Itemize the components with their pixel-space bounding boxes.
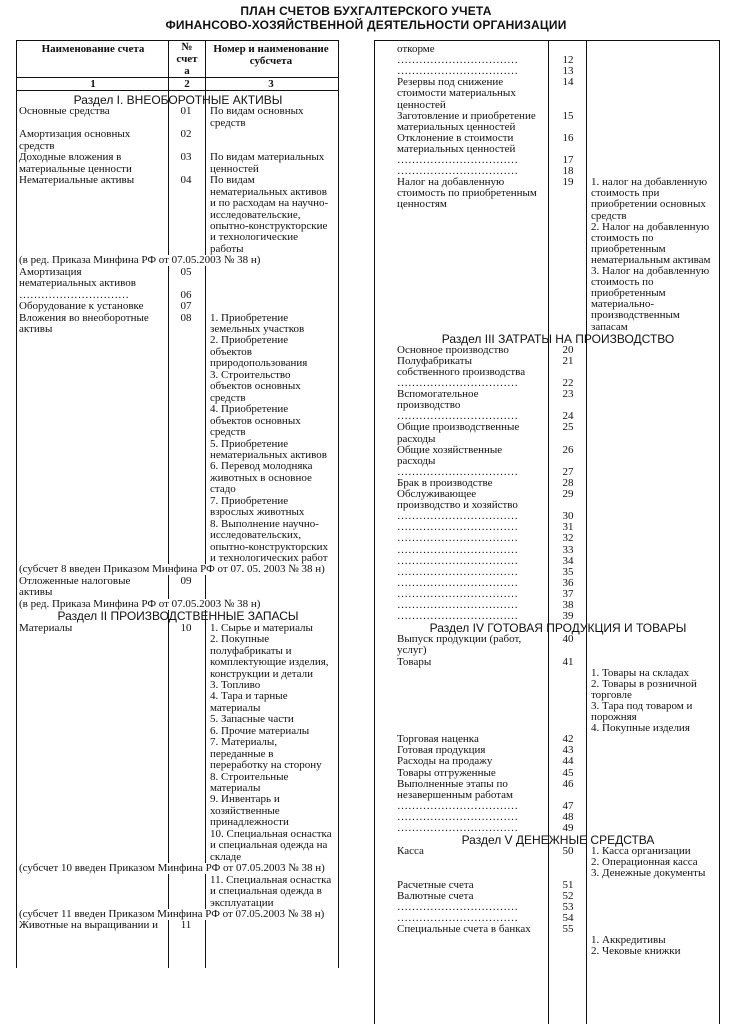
account-number: 05 (180, 265, 192, 278)
amendment-note: (субсчет 8 введен Приказом Минфина РФ от 07. 05. 2003 № 38 н) (19, 563, 325, 576)
account-name: Оборудование к установке (19, 300, 144, 313)
account-name: материальных ценностей (397, 120, 516, 133)
subaccount-line: объектов (210, 345, 252, 358)
account-number: 30 (562, 510, 574, 523)
subaccount-line: 1. Касса организации (591, 845, 691, 858)
account-name: откорме (397, 43, 435, 55)
header-colnum-2: 2 (184, 78, 190, 90)
subaccount-line: и специальная одежда на (210, 839, 328, 852)
account-number: 29 (562, 488, 574, 500)
account-name: …………………………… (397, 900, 518, 913)
subaccount-line: опытно-конструкторские (210, 219, 328, 232)
section-heading: Раздел IV ГОТОВАЯ ПРОДУКЦИЯ И ТОВАРЫ (429, 621, 687, 636)
account-name: …………………………… (397, 543, 518, 556)
subaccount-line: комплектующие изделия, (210, 656, 329, 669)
account-number: 24 (562, 410, 574, 423)
account-number: 44 (562, 755, 574, 768)
account-number: 32 (562, 532, 574, 545)
subaccount-line: 5. Приобретение (210, 437, 289, 450)
section-heading: Раздел III ЗАТРАТЫ НА ПРОИЗВОДСТВО (441, 331, 675, 346)
subaccount-line: 3. Налог на добавленную (591, 265, 710, 277)
account-name: ………………………… (19, 288, 129, 301)
account-number: 22 (562, 377, 574, 389)
account-number: 40 (562, 633, 574, 646)
account-name: Вспомогательное (397, 388, 479, 401)
account-name: …………………………… (397, 510, 518, 523)
subaccount-line: принадлежности (210, 816, 289, 829)
subaccount-line: и технологические (210, 231, 298, 244)
subaccount-line: 2. Приобретение (210, 334, 289, 347)
account-name: …………………………… (397, 911, 518, 924)
account-name: …………………………… (397, 54, 518, 67)
account-name: …………………………… (397, 810, 518, 823)
subaccount-line: 2. Чековые книжки (591, 945, 681, 958)
subaccount-line: 8. Выполнение научно- (210, 517, 319, 530)
account-name: Отклонение в стоимости (397, 131, 514, 144)
account-name: …………………………… (397, 799, 518, 812)
account-name: Материалы (19, 621, 73, 634)
account-name: собственного производства (397, 365, 526, 378)
account-name: Нематериальные активы (19, 174, 135, 187)
subaccount-line: животных в основное (210, 471, 312, 484)
subaccount-line: 8. Строительные (210, 770, 289, 783)
account-number: 50 (562, 845, 574, 858)
account-number: 21 (562, 354, 574, 367)
subaccount-line: производственным (591, 309, 680, 322)
account-name: …………………………… (397, 576, 518, 589)
header-col-name: Наименование счета (41, 43, 145, 55)
account-name: стоимость по приобретенным (397, 187, 537, 200)
subaccount-line: приобретении основных (591, 198, 706, 211)
subaccount-line: нематериальных активов (210, 448, 327, 461)
account-name: Основные средства (19, 105, 110, 118)
account-name: нематериальных активов (19, 277, 136, 290)
account-name: Расходы на продажу (397, 755, 493, 768)
account-name: материальные ценности (19, 162, 132, 175)
account-name: Вложения во внеоборотные (19, 311, 149, 324)
account-name: незавершенным работам (397, 788, 513, 801)
subaccount-line: полуфабрикаты и (210, 644, 292, 657)
subaccount-line: средств (210, 116, 246, 129)
account-name: Общие производственные (397, 421, 520, 434)
subaccount-line: переданные в (210, 747, 274, 760)
header-colnum-3: 3 (268, 78, 274, 90)
account-name: …………………………… (397, 565, 518, 578)
account-number: 14 (562, 76, 574, 89)
subaccount-line: хозяйственные (210, 804, 280, 817)
subaccount-line: стоимость по (591, 231, 654, 244)
subaccount-line: объектов основных (210, 380, 301, 393)
account-number: 38 (562, 599, 574, 611)
subaccount-line: 1. Аккредитивы (591, 934, 666, 946)
account-name: Налог на добавленную (397, 176, 505, 189)
account-number: 03 (180, 151, 192, 164)
account-number: 48 (562, 810, 574, 823)
account-name: Брак в производстве (397, 476, 493, 489)
amendment-note: (в ред. Приказа Минфина РФ от 07.05.2003 № 38 н) (19, 254, 261, 267)
left-table-colnum-rule (16, 90, 338, 91)
account-name: ценностей (397, 98, 446, 111)
account-number: 15 (562, 109, 574, 122)
account-number: 51 (562, 878, 574, 891)
right-table-top-border (374, 40, 719, 41)
subaccount-line: и по расходам на научно- (210, 197, 329, 210)
account-name: …………………………… (397, 610, 518, 623)
account-number: 28 (562, 476, 574, 489)
subaccount-line: и специальная одежда в (210, 885, 322, 898)
subaccount-line: 4. Приобретение (210, 403, 289, 416)
subaccount-line: материалы (210, 701, 261, 714)
subaccount-line: взрослых животных (210, 506, 305, 519)
subaccount-line: порожняя (591, 711, 637, 723)
account-name: активы (19, 323, 53, 335)
left-table-border-left (16, 40, 17, 968)
subaccount-line: материалы (210, 782, 261, 794)
account-number: 04 (180, 174, 192, 187)
account-name: материальных ценностей (397, 142, 516, 155)
header-col-subaccount-2: субсчета (249, 55, 293, 67)
subaccount-line: 1. Приобретение (210, 311, 289, 324)
account-name: Общие хозяйственные (397, 443, 503, 456)
account-number: 33 (562, 543, 574, 556)
subaccount-line: природопользования (210, 357, 308, 370)
account-number: 25 (562, 421, 574, 434)
account-name: услуг) (397, 644, 427, 657)
account-name: Выпуск продукции (работ, (397, 633, 522, 646)
right-table-col-divider-2 (586, 40, 587, 1024)
account-name: расходы (397, 432, 436, 445)
header-col-number-3: а (184, 65, 190, 77)
account-number: 55 (562, 922, 574, 935)
subaccount-line: нематериальным активам (591, 253, 711, 266)
account-number: 07 (180, 300, 192, 313)
account-number: 52 (562, 889, 574, 902)
account-number: 27 (562, 465, 574, 478)
subaccount-line: 4. Покупные изделия (591, 722, 690, 735)
subaccount-line: земельных участков (210, 323, 305, 335)
account-number: 17 (562, 154, 574, 166)
subaccount-line: 4. Тара и тарные (210, 690, 288, 703)
right-table-col-divider-1 (548, 40, 549, 1024)
subaccount-line: стоимость по (591, 276, 654, 289)
subaccount-line: 1. Товары на складах (591, 666, 690, 679)
amendment-note: (субсчет 10 введен Приказом Минфина РФ от 07.05.2003 № 38 н) (19, 862, 325, 875)
account-number: 06 (180, 288, 192, 301)
section-heading: Раздел I. ВНЕОБОРОТНЫЕ АКТИВЫ (73, 93, 283, 107)
subaccount-line: стадо (210, 483, 236, 496)
account-number: 42 (562, 733, 574, 746)
subaccount-line: приобретенным (591, 287, 666, 300)
subaccount-line: 2. Операционная касса (591, 856, 698, 869)
page-title-line1: ПЛАН СЧЕТОВ БУХГАЛТЕРСКОГО УЧЕТА (240, 4, 492, 18)
subaccount-line: работы (210, 242, 244, 255)
account-name: Валютные счета (397, 889, 474, 902)
subaccount-line: исследовательские, (210, 208, 301, 221)
account-number: 49 (562, 822, 574, 834)
subaccount-line: 9. Инвентарь и (210, 793, 280, 806)
subaccount-line: материально- (591, 298, 655, 311)
subaccount-line: складе (210, 850, 242, 863)
subaccount-line: По видам (210, 174, 255, 187)
account-number: 53 (562, 900, 574, 913)
subaccount-line: 3. Топливо (210, 678, 261, 691)
header-col-number-1: № (181, 41, 193, 53)
account-name: Расчетные счета (397, 878, 474, 891)
account-number: 36 (562, 576, 574, 589)
account-number: 31 (562, 521, 574, 534)
account-name: Заготовление и приобретение (397, 109, 536, 122)
account-number: 35 (562, 565, 574, 578)
account-name: Торговая наценка (397, 733, 479, 746)
subaccount-line: исследовательских, (210, 529, 302, 542)
left-table-border-right (338, 40, 339, 968)
amendment-note: (в ред. Приказа Минфина РФ от 07.05.2003 № 38 н) (19, 597, 261, 610)
account-number: 13 (562, 65, 574, 78)
account-name: Полуфабрикаты (397, 354, 472, 367)
account-name: стоимости материальных (397, 87, 516, 100)
section-heading: Раздел II ПРОИЗВОДСТВЕННЫЕ ЗАПАСЫ (57, 609, 299, 624)
right-table-border-right (719, 40, 720, 1024)
account-name: Специальные счета в банках (397, 922, 531, 935)
subaccount-line: 6. Прочие материалы (210, 724, 310, 737)
left-table-col-divider-1 (168, 40, 169, 968)
account-name: …………………………… (397, 410, 518, 423)
account-name: Животные на выращивании и (19, 919, 159, 932)
subaccount-line: объектов основных (210, 414, 301, 427)
subaccount-line: стоимость при (591, 187, 660, 200)
left-table-top-border (16, 40, 338, 41)
subaccount-line: средств (591, 209, 627, 222)
header-col-subaccount-1: Номер и наименование (213, 43, 329, 55)
account-name: Амортизация (19, 265, 82, 278)
account-name: Товары (397, 655, 432, 668)
account-name: Отложенные налоговые (19, 574, 131, 587)
subaccount-line: 1. налог на добавленную (591, 176, 708, 189)
subaccount-line: 3. Тара под товаром и (591, 699, 693, 712)
subaccount-line: нематериальных активов (210, 185, 327, 198)
header-colnum-1: 1 (90, 78, 96, 90)
page-title-line2: ФИНАНСОВО-ХОЗЯЙСТВЕННОЙ ДЕЯТЕЛЬНОСТИ ОРГАНИЗАЦИИ (165, 18, 567, 32)
account-name: …………………………… (397, 532, 518, 545)
subaccount-line: конструкции и детали (210, 667, 314, 680)
account-name: Готовая продукция (397, 744, 486, 757)
subaccount-line: переработку на сторону (210, 759, 322, 772)
account-number: 18 (562, 165, 574, 178)
account-name: Резервы под снижение (397, 76, 504, 89)
account-name: Обслуживающее (397, 488, 477, 500)
subaccount-line: По видам основных (210, 105, 304, 118)
account-number: 02 (180, 128, 192, 141)
subaccount-line: торговле (591, 688, 632, 701)
account-number: 46 (562, 777, 574, 790)
account-number: 54 (562, 911, 574, 924)
section-heading: Раздел V ДЕНЕЖНЫЕ СРЕДСТВА (461, 833, 655, 848)
account-number: 34 (562, 554, 574, 567)
account-name: активы (19, 586, 53, 599)
account-number: 23 (562, 388, 574, 401)
account-name: …………………………… (397, 822, 518, 834)
account-number: 01 (180, 105, 192, 118)
subaccount-line: 7. Приобретение (210, 494, 289, 507)
account-name: …………………………… (397, 377, 518, 389)
subaccount-line: 11. Специальная оснастка (210, 873, 332, 886)
account-number: 37 (562, 587, 574, 600)
account-name: …………………………… (397, 587, 518, 600)
account-name: …………………………… (397, 154, 518, 166)
subaccount-line: 5. Запасные части (210, 713, 294, 726)
account-number: 08 (180, 311, 192, 324)
subaccount-line: По видам материальных (210, 151, 325, 164)
account-number: 19 (562, 176, 574, 189)
account-number: 41 (562, 655, 574, 668)
account-name: производство и хозяйство (397, 499, 518, 512)
account-name: …………………………… (397, 554, 518, 567)
account-name: Основное производство (397, 343, 509, 356)
left-table-col-divider-2 (205, 40, 206, 968)
account-number: 45 (562, 766, 574, 779)
subaccount-line: средств (210, 391, 246, 404)
account-number: 43 (562, 744, 574, 757)
account-number: 26 (562, 443, 574, 456)
subaccount-line: 7. Материалы, (210, 736, 278, 749)
account-name: средств (19, 139, 55, 152)
subaccount-line: и технологических работ (210, 552, 328, 564)
account-name: Выполненные этапы по (397, 777, 508, 790)
subaccount-line: ценностей (210, 162, 259, 175)
subaccount-line: 2. Покупные (210, 633, 270, 646)
account-number: 10 (180, 621, 192, 634)
subaccount-line: приобретенным (591, 242, 666, 255)
subaccount-line: средств (210, 426, 246, 439)
account-name: Касса (397, 845, 424, 858)
account-name: расходы (397, 454, 436, 467)
account-number: 16 (562, 131, 574, 144)
account-name: …………………………… (397, 465, 518, 478)
subaccount-line: 3. Строительство (210, 368, 291, 381)
account-name: …………………………… (397, 599, 518, 611)
subaccount-line: эксплуатации (210, 896, 274, 909)
subaccount-line: запасам (591, 320, 628, 333)
left-table-header-rule (16, 77, 338, 78)
subaccount-line: 2. Товары в розничной (591, 677, 697, 690)
amendment-note: (субсчет 11 введен Приказом Минфина РФ от 07.05.2003 № 38 н) (19, 907, 325, 920)
account-name: …………………………… (397, 165, 518, 178)
account-name: ценностям (397, 198, 447, 211)
subaccount-line: 1. Сырье и материалы (210, 621, 313, 634)
subaccount-line: 10. Специальная оснастка (210, 827, 332, 840)
account-number: 39 (562, 610, 574, 623)
account-number: 11 (180, 919, 192, 932)
account-number: 20 (562, 343, 574, 356)
right-table-border-left (374, 40, 375, 1024)
subaccount-line: 3. Денежные документы (591, 867, 706, 880)
account-name: Доходные вложения в (19, 151, 122, 164)
account-number: 47 (562, 799, 574, 812)
header-col-number-2: счет (176, 53, 198, 65)
account-name: производство (397, 399, 461, 412)
account-number: 12 (562, 54, 574, 67)
account-name: …………………………… (397, 521, 518, 534)
account-name: …………………………… (397, 65, 518, 78)
subaccount-line: 6. Перевод молодняка (210, 460, 313, 473)
account-name: Товары отгруженные (397, 766, 496, 779)
account-number: 09 (180, 574, 192, 587)
account-name: Амортизация основных (19, 128, 131, 141)
subaccount-line: 2. Налог на добавленную (591, 220, 710, 233)
subaccount-line: опытно-конструкторских (210, 540, 328, 553)
